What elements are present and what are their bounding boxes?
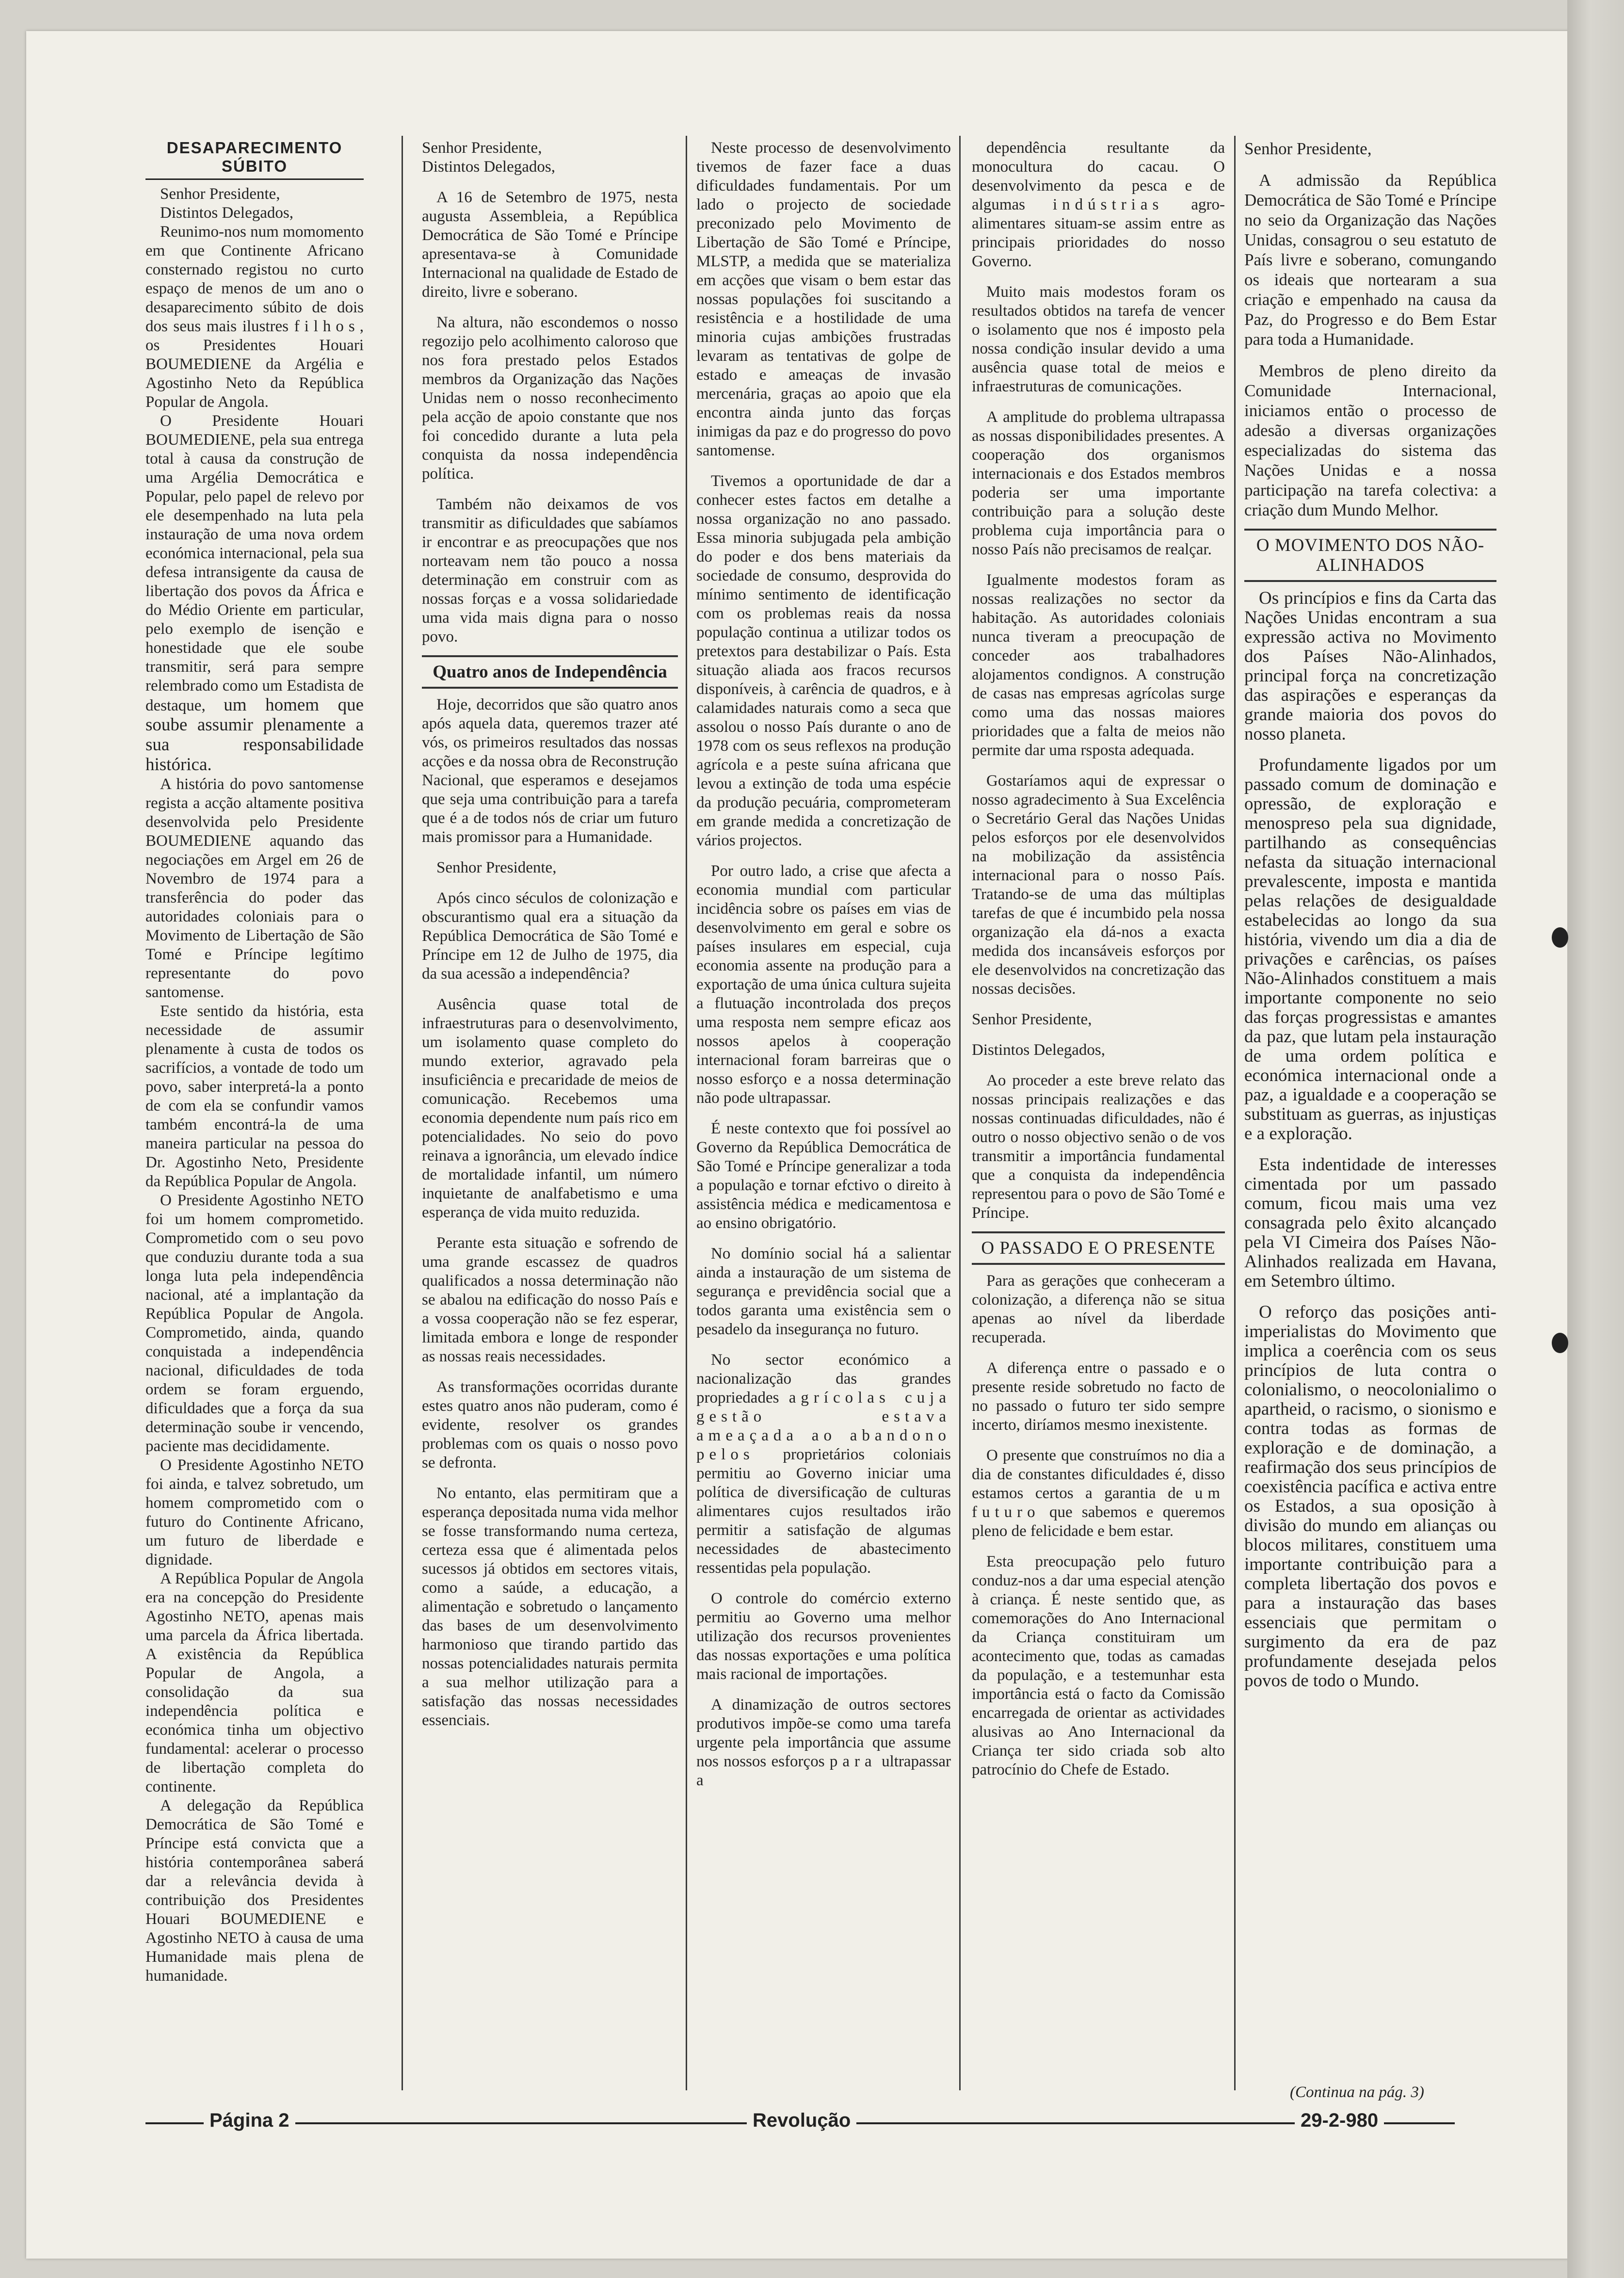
paragraph: O Presidente Agostinho NETO foi ainda, e talvez sobretudo, um homem comprometido com o futuro do Continente Africano, um futuro de liberdade e dignidade. [145,1456,364,1568]
publication-name: Revolução [747,2110,856,2132]
column-4 [972,139,1225,2088]
salutation: Senhor Presidente, [1244,139,1372,158]
paragraph: Perante esta situação e sofrendo de uma grande escassez de quadros qualificados a nossa determinação não se abalou na edificação do nosso País e a vossa cooperação não se fez esperar, limitada embora e longe de responder as nossas reais necessidades. [422,1234,678,1365]
paragraph: Ausência quase total de infraestruturas para o desenvolvimento, um isolamento quase completo do mundo exterior, agravado pela insuficiência e precaridade de meios de comunicação. Recebemos uma economia dependente num país rico em potencialidades. No seio do povo reinava a ignorância, um elevado índice de mortalidade infantil, um número inquietante de analfabetismo e uma esperança de vida muito reduzida. [422,996,678,1221]
page-edge-shadow [1567,0,1624,2278]
paragraph: Ao proceder a este breve relato das nossas principais realizações e das nossas continuadas dificuldades, não é outro o nosso objectivo senão o de vos transmitir a importância fundamental que a conquista da independência representou para o povo de São Tomé e Príncipe. [972,1072,1225,1222]
paragraph: Esta preocupação pelo futuro conduz-nos a dar uma especial atenção à criança. É neste sentido que, as comemorações do Ano Internacional da Criança constituiram um acontecimento que, todas as camadas da população, e a testemunhar esta importância está o facto da Comissão encarregada de orientar as actividades alusivas ao Ano Internacional da Criança ter sido criada sob alto patrocínio do Chefe de Estado. [972,1553,1225,1778]
column-rule [1234,136,1236,2090]
column-5 [1244,139,1496,2088]
paragraph: Profundamente ligados por um passado comum de dominação e opressão, de exploração e menospreso pela sua dignidade, partilhando as consequências nefasta da situação internacional prevalescente, imposta e mantida pelas relações de desigualdade estabelecidas ao longo da sua história, vivendo um dia a dia de privações e carências, os países Não-Alinhados constituem a mais importante componente no seio das forças progressistas e amantes da paz, que lutam pela instauração de uma ordem política e económica internacional onde a paz, a igualdade e a cooperação se substituam as guerras, as injustiças e a exploração. [1244,755,1496,1144]
subheading: O MOVIMENTO DOS NÃO-ALINHADOS [1244,529,1496,582]
paragraph: Por outro lado, a crise que afecta a economia mundial com particular incidência sobre os países em vias de desenvolvimento em geral e sobre os países insulares em especial, cuja economia assente na produção para a exportação de uma única cultura sujeita a flutuação incontrolada dos preços uma resposta nem sempre eficaz aos nossos apelos à cooperação internacional foram barreiras que o nosso esforço e a nossa determinação não pode ultrapassar. [696,862,951,1107]
salutation: Distintos Delegados, [422,158,555,176]
column-1 [145,139,364,2088]
paragraph: No sector económico a nacionalização das grandes propriedades agrícolas cuja gestão estava ameaçada ao abandono pelos proprietários coloniais permitiu ao Governo iniciar uma política de diversificação de culturas alimentares cujos resultados irão permitir a satisfação de algumas necessidades de abastecimento ressentidas pela população. [696,1351,951,1577]
paragraph: Muito mais modestos foram os resultados obtidos na tarefa de vencer o isolamento que nos é imposto pela nossa condição insular devido a uma ausência quase total de meios e infraestruturas de comunicações. [972,283,1225,395]
paragraph: O controle do comércio externo permitiu ao Governo uma melhor utilização dos recursos provenientes das nossas exportações e uma política mais racional de importações. [696,1590,951,1683]
salutation: Senhor Presidente, [436,859,557,876]
column-2 [422,139,678,2088]
paragraph: Neste processo de desenvolvimento tivemos de fazer face a duas dificuldades fundamentais. Por um lado o projecto de sociedade preconizado pelo Movimento de Libertação de São Tomé e Príncipe, MLSTP, a medida que se materializa em acções que visam o bem estar das nossas populações foi suscitando a resistência e a hostilidade de uma minoria cujas ambições frustradas levaram as tentativas de golpe de estado e ameaças de invasão mercenária, graças ao apoio que ela encontra ainda junto das forças inimigas da paz e do progresso do povo santomense. [696,139,951,459]
page-number: Página 2 [204,2110,295,2132]
paragraph: A amplitude do problema ultrapassa as nossas disponibilidades presentes. A cooperação dos organismos internacionais e dos Estados membros poderia ser uma importante contribuição para a solução deste problema cuja importância para o nosso País não precisamos de realçar. [972,408,1225,558]
paragraph: A história do povo santomense regista a acção altamente positiva desenvolvida pelo Presidente BOUMEDIENE aquando das negociações em Argel em 26 de Novembro de 1974 para a transferência do poder das autoridades coloniais para o Movimento de Libertação de São Tomé e Príncipe legítimo representante do povo santomense. [145,775,364,1001]
paragraph: O Presidente Agostinho NETO foi um homem comprometido. Comprometido com o seu povo que conduziu durante toda a sua longa luta pela independência nacional, até a implantação da República Popular de Angola. Comprometido, ainda, quando conquistada a independência nacional, dificuldades de toda ordem se foram erguendo, dificuldades que a força da sua determinação soube ir vencendo, paciente mas decididamente. [145,1192,364,1455]
salutation: Distintos Delegados, [972,1041,1105,1059]
paragraph: Após cinco séculos de colonização e obscurantismo qual era a situação da República Democrática de São Tomé e Príncipe em 12 de Julho de 1975, dia da sua acessão a independência? [422,889,678,983]
paragraph: A República Popular de Angola era na concepção do Presidente Agostinho NETO, apenas mais uma parcela da África libertada. A existência da República Popular de Angola, a consolidação da sua independência política e económica tinha um objectivo fundamental: acelerar o processo de libertação completa do continente. [145,1570,364,1795]
continuation-note: (Continua na pág. 3) [1290,2084,1424,2101]
paragraph: Na altura, não escondemos o nosso regozijo pelo acolhimento caloroso que nos fora prestado pelos Estados membros da Organização das Nações Unidas nem o nosso reconhecimento pela acção de apoio constante que nos foi concedido durante a luta pela conquista da nossa independência política. [422,314,678,483]
paragraph: A 16 de Setembro de 1975, nesta augusta Assembleia, a República Democrática de São Tomé e Príncipe apresentava-se à Comunidade Internacional na qualidade de Estado de direito, livre e soberano. [422,189,678,301]
paragraph: A dinamização de outros sectores produtivos impõe-se como uma tarefa urgente pela importância que assume nos nossos esforços para ultrapassar a [696,1696,951,1789]
subheading: Quatro anos de Independência [422,655,678,689]
paragraph: O reforço das posições anti-imperialistas do Movimento que implica a coerência com os seus princípios de luta contra o colonialismo, o neocolonialimo o apartheid, o racismo, o sionismo e contra todas as formas de exploração e de dominação, a reafirmação dos seus princípios de coexistência pacífica e activa entre os Estados, a sua oposição à divisão do mundo em alianças ou blocos militares, constituem uma importante contribuição para a completa libertação dos povos e para a instauração das bases essenciais que permitam o surgimento da era de paz profundamente desejada pelos povos de todo o Mundo. [1244,1302,1496,1691]
paragraph: Membros de pleno direito da Comunidade Internacional, iniciamos então o processo de adesão a diversas organizações especializadas do sistema das Nações Unidas e a nossa participação na tarefa colectiva: a criação dum Mundo Melhor. [1244,361,1496,519]
subheading: O PASSADO E O PRESENTE [972,1231,1225,1265]
paragraph: O presente que construímos no dia a dia de constantes dificuldades é, disso estamos certos a garantia de um futuro que sabemos e queremos pleno de felicidade e bem estar. [972,1447,1225,1540]
paragraph: O Presidente Houari BOUMEDIENE, pela sua entrega total à causa da construção de uma Argélia Democrática e Popular, pelo papel de relevo por ele desempenhado na luta pela instauração de uma nova ordem económica internacional, pela sua defesa intransigente da causa de libertação dos povos da África e do Médio Oriente em particular, pelo exemplo de isenção e honestidade que ele soube transmitir, será para sempre relembrado como um Estadista de destaque, um homem que soube assumir plenamente a sua responsabilidade histórica. [145,412,364,775]
column-3 [696,139,951,2088]
paragraph: Igualmente modestos foram as nossas realizações no sector da habitação. As autoridades coloniais nunca tiveram a preocupação de conceder aos trabalhadores alojamentos condignos. A construção de casas nas empresas agrícolas surge como uma das nossas maiores prioridades que a falta de meios não permite dar uma rsposta adequada. [972,571,1225,759]
salutation: Senhor Presidente, [972,1011,1092,1028]
column-rule [959,136,961,2090]
paragraph: Esta indentidade de interesses cimentada por um passado comum, ficou mais uma vez consagrada pelo êxito alcançado pela VI Cimeira dos Países Não-Alinhados realizada em Havana, em Setembro último. [1244,1155,1496,1291]
paragraph: Hoje, decorridos que são quatro anos após aquela data, queremos trazer até vós, os primeiros resultados das nossas acções e da nossa obra de Reconstrução Nacional, que esperamos e desejamos que seja uma contribuição para a tarefa que é a de todos nós de criar um futuro mais promissor para a Humanidade. [422,696,678,846]
issue-date: 29-2-980 [1295,2110,1384,2132]
paragraph: A admissão da República Democrática de São Tomé e Príncipe no seio da Organização das Nações Unidas, consagrou o seu estatuto de País livre e soberano, comungando os ideais que nortearam a sua criação e empenhado na causa da Paz, do Progresso e do Bem Estar para toda a Humanidade. [1244,171,1496,349]
paragraph: Tivemos a oportunidade de dar a conhecer estes factos em detalhe a nossa organização no ano passado. Essa minoria subjugada pela ambição do poder e dos bens materiais da sociedade de consumo, desprovida do mínimo sentimento de identificação com os problemas reais da nossa população continua a utilizar todos os pretextos para destabilizar o País. Esta situação aliada aos fracos recursos disponíveis, à carência de quadros, e à calamidades naturais como a seca que assolou o nosso País durante o ano de 1978 com os seus reflexos na produção agrícola e a peste suína africana que levou a extinção de toda uma espécie da produção pecuária, comprometeram em grande medida a concretização de vários projectos. [696,472,951,849]
paragraph: Também não deixamos de vos transmitir as dificuldades que sabíamos ir encontrar e as preocupações que nos norteavam nem tão pouco a nossa determinação em construir com as nossas forças e a vossa solidariedade uma vida mais digna para o nosso povo. [422,496,678,646]
paragraph: A diferença entre o passado e o presente reside sobretudo no facto de no passado o futuro ter sido sempre incerto, diríamos mesmo inexistente. [972,1359,1225,1434]
paragraph: No domínio social há a salientar ainda a instauração de um sistema de segurança e previdência social que a todos garanta uma existência sem o pesadelo da insegurança no futuro. [696,1245,951,1338]
paragraph: Gostaríamos aqui de expressar o nosso agradecimento à Sua Excelência o Secretário Geral das Nações Unidas pelos esforços por ele desenvolvidos na mobilização da assistência internacional para o nosso País. Tratando-se de uma das múltiplas tarefas de que é incumbido pela nossa organização ela dá-nos a exacta medida dos incansáveis esforços por ele desenvolvidos na concretização das nossas decisões. [972,772,1225,998]
paragraph: Este sentido da história, esta necessidade de assumir plenamente à custa de todos os sacrifícios, a vontade de todo um povo, saber interpretá-la a ponto de com ela se confundir vamos também encontrá-la de uma maneira particular na pessoa do Dr. Agostinho Neto, Presidente da República Popular de Angola. [145,1002,364,1190]
paragraph: Os princípios e fins da Carta das Nações Unidas encontram a sua expressão activa no Movimento dos Países Não-Alinhados, principal força na concretização das aspirações e esperanças da grande maioria dos povos do nosso planeta. [1244,588,1496,744]
salutation: Senhor Presidente, [160,185,280,203]
paragraph: A delegação da República Democrática de São Tomé e Príncipe está convicta que a história contemporânea saberá dar a relevância devida à contribuição dos Presidentes Houari BOUMEDIENE e Agostinho NETO à causa de uma Humanidade mais plena de humanidade. [145,1797,364,1985]
salutation: Senhor Presidente, [422,139,542,157]
paragraph: Reunimo-nos num momomento em que Continente Africano consternado registou no curto espaço de menos de um ano o desaparecimento súbito de dois dos seus mais ilustres filhos, os Presidentes Houari BOUMEDIENE da Argélia e Agostinho Neto da República Popular de Angola. [145,223,364,411]
paragraph: As transformações ocorridas durante estes quatro anos não puderam, como é evidente, resolver os grandes problemas com os quais o nosso povo se defronta. [422,1378,678,1471]
punch-hole [1552,927,1568,948]
salutation: Distintos Delegados, [160,204,293,222]
paragraph: Para as gerações que conheceram a colonização, a diferença não se situa apenas ao nível da liberdade recuperada. [972,1272,1225,1346]
paragraph: No entanto, elas permitiram que a esperança depositada numa vida melhor se fosse transformando numa certeza, certeza essa que é alimentada pelos sucessos já obtidos em sectores vitais, como a saúde, a educação, a alimentação e sobretudo o lançamento das bases de um desenvolvimento harmonioso que tirando partido das nossas potencialidades naturais permita a sua melhor utilização para a satisfação das nossas necessidades essenciais. [422,1485,678,1729]
paragraph: dependência resultante da monocultura do cacau. O desenvolvimento da pesca e de algumas indústrias agro-alimentares situam-se assim entre as principais prioridades do nosso Governo. [972,139,1225,270]
punch-hole [1552,1333,1568,1353]
column-rule [686,136,687,2090]
section-heading: DESAPARECIMENTO SÚBITO [145,139,364,180]
column-rule [402,136,403,2090]
page-footer [145,2108,1455,2137]
paragraph: É neste contexto que foi possível ao Governo da República Democrática de São Tomé e Príncipe generalizar a toda a população e tornar efctivo o direito à assistência médica e medicamentosa e ao ensino obrigatório. [696,1120,951,1232]
